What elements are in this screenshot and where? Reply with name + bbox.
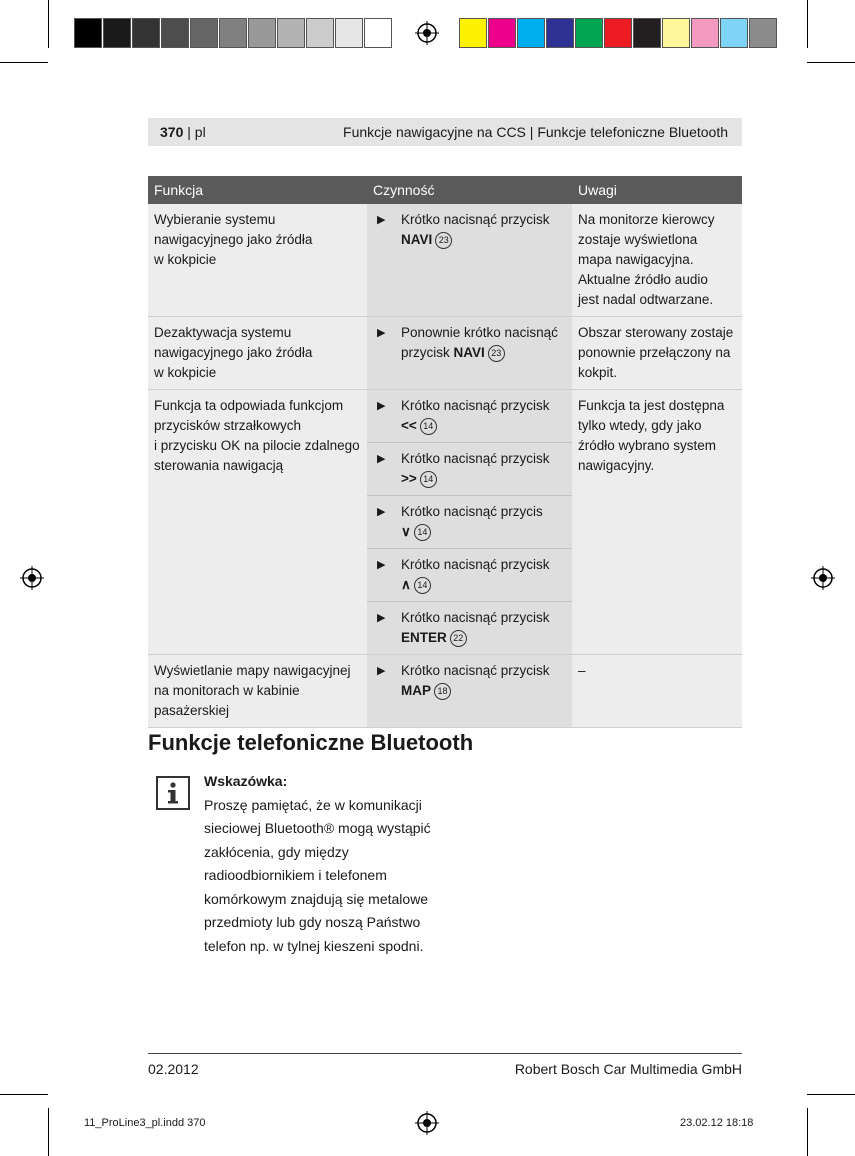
function-table <box>148 176 742 728</box>
color-swatch <box>720 18 748 48</box>
callout-number: 14 <box>414 524 431 541</box>
action-cell: ▶ Ponownie krótko nacisnąć przycisk NAVI 23 <box>367 317 572 390</box>
color-swatch <box>219 18 247 48</box>
function-cell: Wybieranie systemu nawigacyjnego jako źródła w kokpicie <box>148 204 367 317</box>
registration-mark-icon <box>811 566 835 590</box>
table-row <box>148 204 742 317</box>
color-swatch <box>190 18 218 48</box>
table-row <box>148 317 742 390</box>
color-swatch <box>488 18 516 48</box>
color-swatch <box>161 18 189 48</box>
color-swatch <box>633 18 661 48</box>
bullet-triangle-icon: ▶ <box>377 506 386 518</box>
callout-number: 14 <box>420 418 437 435</box>
registration-mark-icon <box>415 21 439 45</box>
column-header: Funkcja <box>148 176 367 204</box>
bullet-triangle-icon: ▶ <box>377 665 386 677</box>
note-cell: Funkcja ta jest dostępna tylko wtedy, gdy jako źródło wybrano system nawigacyjny. <box>572 390 742 655</box>
bullet-triangle-icon: ▶ <box>377 612 386 624</box>
callout-number: 22 <box>450 630 467 647</box>
color-swatch <box>335 18 363 48</box>
running-header <box>148 118 742 146</box>
color-swatch <box>364 18 392 48</box>
callout-number: 18 <box>434 683 451 700</box>
slug-timestamp: 23.02.12 18:18 <box>680 1117 754 1129</box>
note-block: Wskazówka: Proszę pamiętać, że w komunikacji sieciowej Bluetooth® mogą wystąpić zakłócenia, gdy między radioodbiornikiem i telefonem komórkowym znajdują się metalowe przedmioty lub gdy noszą Państwo telefon np. w tylnej kieszeni spodni. <box>204 770 444 958</box>
color-swatch <box>691 18 719 48</box>
action-cell: ▶ Krótko nacisnąć przycisk MAP 18 <box>367 655 572 728</box>
action-cell: ▶ Krótko nacisnąć przycisk ∧ 14 <box>367 549 572 602</box>
color-swatch <box>575 18 603 48</box>
color-swatch <box>459 18 487 48</box>
color-swatch <box>74 18 102 48</box>
color-swatch <box>306 18 334 48</box>
bullet-triangle-icon: ▶ <box>377 214 386 226</box>
slug-filename: 11_ProLine3_pl.indd 370 <box>84 1117 206 1129</box>
color-swatch <box>103 18 131 48</box>
color-swatch <box>604 18 632 48</box>
function-cell: Dezaktywacja systemu nawigacyjnego jako źródła w kokpicie <box>148 317 367 390</box>
registration-mark-icon <box>20 566 44 590</box>
note-label: Wskazówka: <box>204 773 288 789</box>
table-row <box>148 655 742 728</box>
column-header: Czynność <box>367 176 572 204</box>
running-title: Funkcje nawigacyjne na CCS | Funkcje telefoniczne Bluetooth <box>343 124 728 140</box>
color-swatch <box>248 18 276 48</box>
color-swatch <box>546 18 574 48</box>
bullet-triangle-icon: ▶ <box>377 400 386 412</box>
footer-divider <box>148 1053 742 1054</box>
page-number: 370 | pl <box>160 124 206 140</box>
bullet-triangle-icon: ▶ <box>377 559 386 571</box>
note-cell: Na monitorze kierowcy zostaje wyświetlona mapa nawigacyjna. Aktualne źródło audio jest nadal odtwarzane. <box>572 204 742 317</box>
action-cell: ▶ Krótko nacisnąć przycisk << 14 <box>367 390 572 443</box>
table-header-row <box>148 176 742 204</box>
bullet-triangle-icon: ▶ <box>377 327 386 339</box>
bullet-triangle-icon: ▶ <box>377 453 386 465</box>
color-swatch <box>749 18 777 48</box>
chevron-down-icon: ∨ <box>401 524 411 539</box>
function-cell: Wyświetlanie mapy nawigacyjnej na monitorach w kabinie pasażerskiej <box>148 655 367 728</box>
column-header: Uwagi <box>572 176 742 204</box>
callout-number: 23 <box>435 232 452 249</box>
action-cell: ▶ Krótko nacisnąć przycisk ENTER 22 <box>367 602 572 655</box>
action-cell: ▶ Krótko nacisnąć przycisk NAVI 23 <box>367 204 572 317</box>
info-icon <box>156 776 190 810</box>
color-swatch <box>277 18 305 48</box>
color-swatch <box>662 18 690 48</box>
registration-mark-icon <box>415 1111 439 1135</box>
note-cell: Obszar sterowany zostaje ponownie przełączony na kokpit. <box>572 317 742 390</box>
action-cell: ▶ Krótko nacisnąć przycis ∨ 14 <box>367 496 572 549</box>
note-cell: – <box>572 655 742 728</box>
footer-date: 02.2012 <box>148 1061 199 1077</box>
color-swatch <box>132 18 160 48</box>
section-title: Funkcje telefoniczne Bluetooth <box>148 730 474 755</box>
callout-number: 14 <box>414 577 431 594</box>
callout-number: 23 <box>488 345 505 362</box>
callout-number: 14 <box>420 471 437 488</box>
function-cell: Funkcja ta odpowiada funkcjom przycisków strzałkowych i przycisku OK na pilocie zdalnego sterowania nawigacją <box>148 390 367 655</box>
chevron-up-icon: ∧ <box>401 577 411 592</box>
action-cell: ▶ Krótko nacisnąć przycisk >> 14 <box>367 443 572 496</box>
color-swatch <box>517 18 545 48</box>
table-row <box>148 390 742 443</box>
footer-company: Robert Bosch Car Multimedia GmbH <box>514 1061 742 1077</box>
